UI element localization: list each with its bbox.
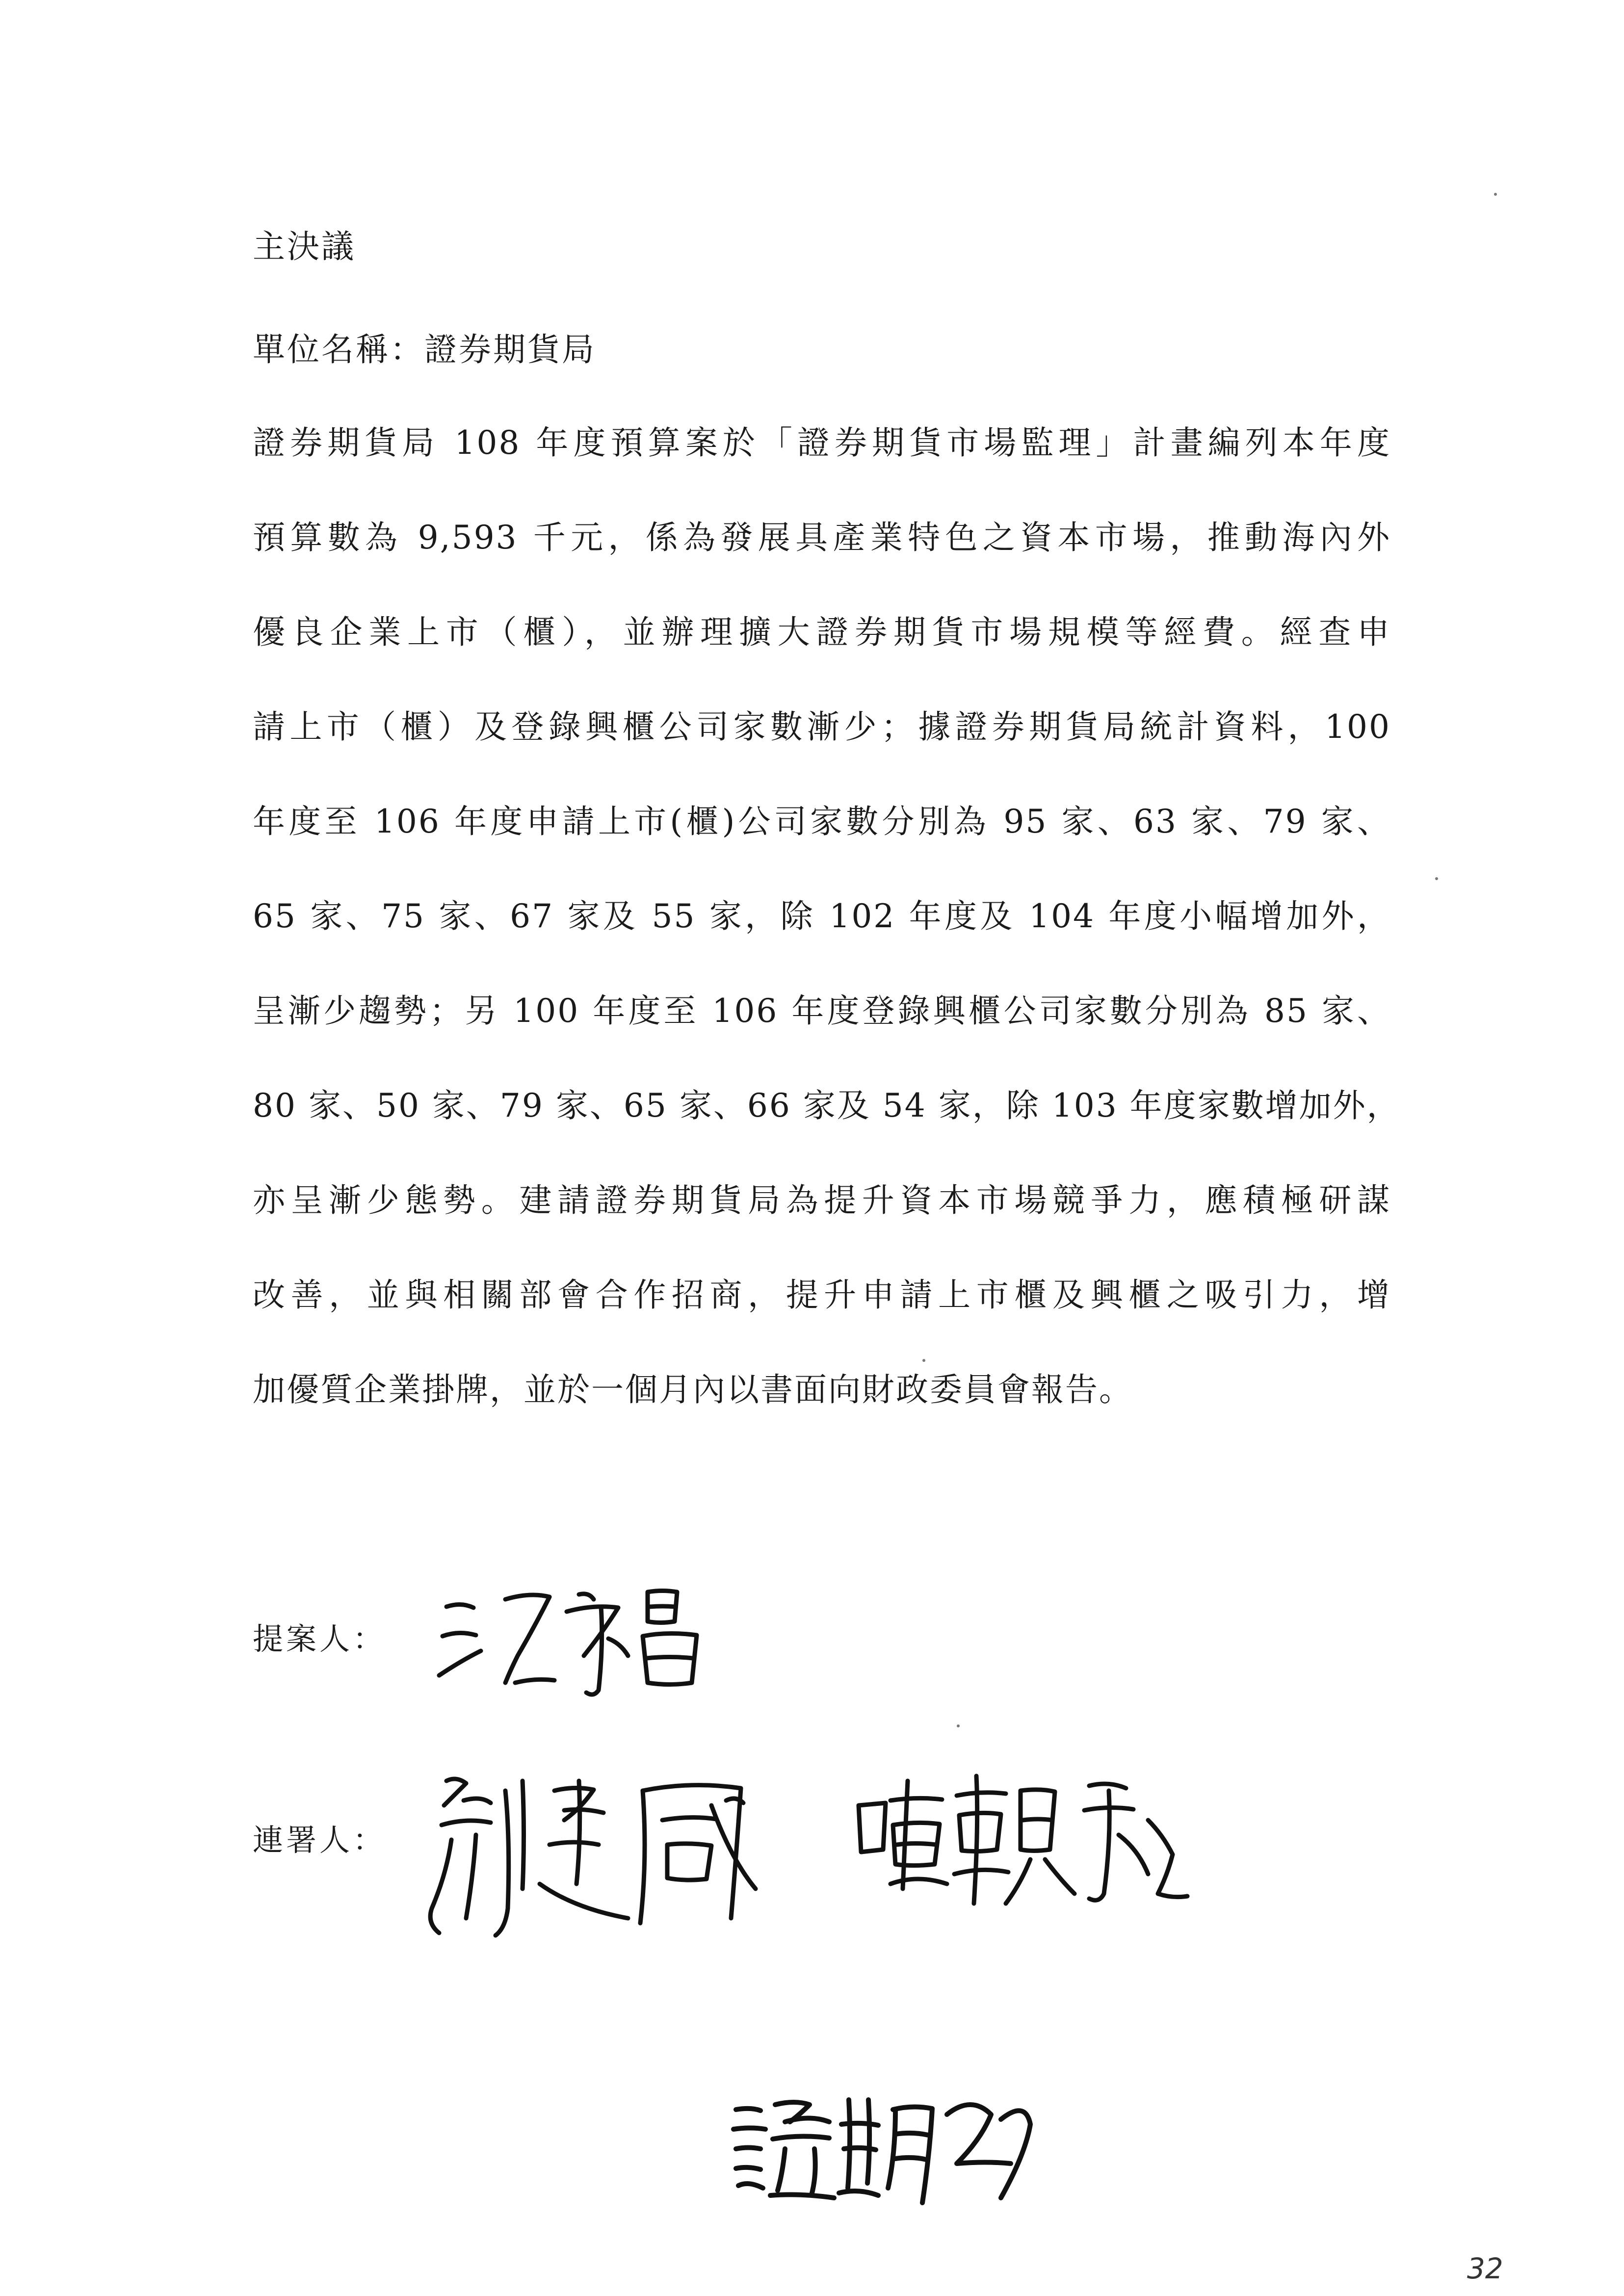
page-number-mark: 32 <box>1467 2252 1503 2285</box>
body-line-2: 預算數為 9,593 千元，係為發展具產業特色之資本市場，推動海內外 <box>253 519 1391 556</box>
body-line-1: 證券期貨局 108 年度預算案於「證券期貨市場監理」計畫編列本年度 <box>253 424 1391 462</box>
scan-speck <box>957 1724 960 1727</box>
unit-name-line: 單位名稱：證券期貨局 <box>253 331 596 368</box>
body-line-3: 優良企業上市（櫃），並辦理擴大證券期貨市場規模等經費。經查申 <box>253 613 1391 651</box>
body-line-9: 亦呈漸少態勢。建請證券期貨局為提升資本市場競爭力，應積極研謀 <box>253 1181 1391 1219</box>
proposer-signature-icon <box>432 1577 736 1705</box>
scan-speck <box>1435 877 1438 880</box>
cosigner-signature-1-icon <box>417 1761 775 1957</box>
body-line-4: 請上市（櫃）及登錄興櫃公司家數漸少；據證券期貨局統計資料，100 <box>253 708 1391 746</box>
stamp-signature-icon <box>726 2080 1040 2208</box>
body-line-5: 年度至 106 年度申請上市(櫃)公司家數分別為 95 家、63 家、79 家、 <box>253 803 1391 840</box>
cosigner-label: 連署人： <box>253 1822 387 1858</box>
body-line-11: 加優質企業掛牌，並於一個月內以書面向財政委員會報告。 <box>253 1371 1133 1409</box>
document-title: 主決議 <box>253 228 356 265</box>
scan-speck <box>1494 193 1497 196</box>
proposer-label: 提案人： <box>253 1621 387 1657</box>
body-line-10: 改善，並與相關部會合作招商，提升申請上市櫃及興櫃之吸引力，增 <box>253 1276 1391 1314</box>
body-line-7: 呈漸少趨勢；另 100 年度至 106 年度登錄興櫃公司家數分別為 85 家、 <box>253 992 1391 1030</box>
body-line-6: 65 家、75 家、67 家及 55 家，除 102 年度及 104 年度小幅增加外， <box>253 897 1391 935</box>
scan-speck <box>922 1359 925 1362</box>
body-line-8: 80 家、50 家、79 家、65 家、66 家及 54 家，除 103 年度家數增加外， <box>253 1087 1401 1124</box>
cosigner-signature-2-icon <box>844 1761 1197 1918</box>
resolution-body <box>253 424 1401 1468</box>
